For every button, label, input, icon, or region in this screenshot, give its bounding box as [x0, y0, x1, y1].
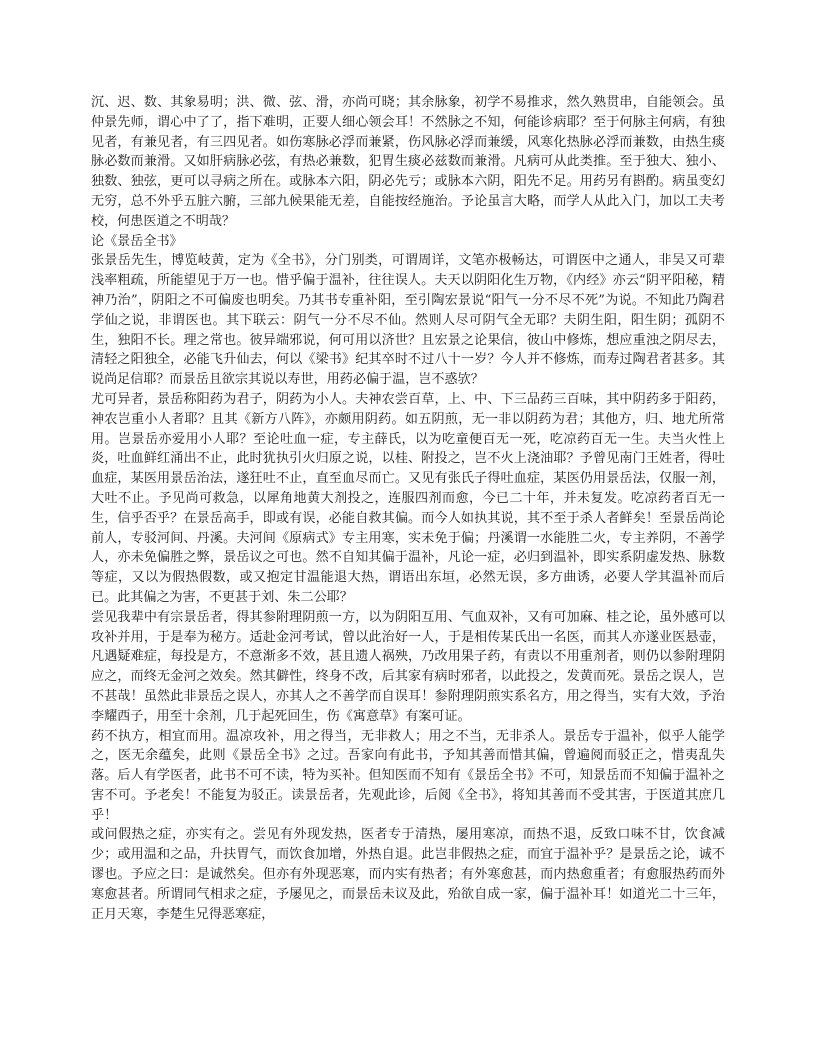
section-heading-jingyue: 论《景岳全书》	[91, 233, 183, 249]
paragraph-pulse-theory: 沉、迟、数、其象易明；洪、微、弦、滑，亦尚可晓；其余脉象，初学不易推求，然久熟贯串，自能领会。虽仲景先师，谓心中了了，指下难明，正要人细心领会耳！不然脉之不知，何能诊病耶？至于何脉主何病，有独见者，有兼见者，有三四见者。如伤寒脉必浮而兼紧，伤风脉必浮而兼缓，风寒化热脉必浮而兼数，由热生痰脉必数而兼滑。又如肝病脉必弦，有热必兼数，犯胃生痰必兹数而兼滑。凡病可从此类推。至于独大、独小、独数、独弦，更可以寻病之所在。或脉本六阳，阴必先亏；或脉本六阴，阳先不足。用药另有斟酌。病虽变幻无穷，总不外乎五脏六腑，三部九候果能无差，自能按经施治。予论虽言大略，而学人从此入门，加以工夫考校，何患医道之不明哉？	[91, 95, 725, 229]
paragraph-jingyue-intro: 张景岳先生，博览岐黄，定为《全书》，分门别类，可谓周详，文笔亦极畅达，可谓医中之通人，非吴又可辈浅率粗疏，所能望见于万一也。惜乎偏于温补，往往误人。夫天以阴阳化生万物，《内经》亦云“阴平阳秘，精神乃治”，阴阳之不可偏废也明矣。乃其书专重补阳，至引陶宏景说“阳气一分不尽不死”为说。不知此乃陶君学仙之说，非谓医也。其下联云：阴气一分不尽不仙。然则人尽可阴气全无耶？夫阴生阳，阳生阴；孤阴不生，独阳不长。理之常也。彼异端邪说，何可用以济世？且宏景之论果信，彼山中修炼，想应重浊之阴尽去，清轻之阳独全，必能飞升仙去，何以《梁书》纪其卒时不过八十一岁？今人并不修炼，而寿过陶君者甚多。其说尚足信耶？而景岳且欲宗其说以寿世，用药必偏于温，岂不惑欤？	[91, 253, 725, 388]
paragraph-yang-yin-drugs: 尤可异者，景岳称阳药为君子，阴药为小人。夫神农尝百草，上、中、下三品药三百味，其中阴药多于阳药，神农岂重小人者耶？且其《新方八阵》，亦颇用阴药。如五阴煎，无一非以阴药为君；其他方，归、地尤所常用。岂景岳亦爱用小人耶？至论吐血一症，专主薛氏，以为吃童便百无一死，吃凉药百无一生。夫当火性上炎，吐血鲜红涌出不止，此时犹执引火归原之说，以桂、附投之，岂不火上浇油耶？予曾见南门王姓者，得吐血症，某医用景岳治法，遂狂吐不止，直至血尽而亡。又见有张氏子得吐血症，某医仍用景岳法，仅服一剂，大吐不止。予见尚可救急，以犀角地黄大剂投之，连服四剂而愈，今已二十年，并未复发。吃凉药者百无一生，信乎否乎？在景岳高手，即或有误，必能自救其偏。而今人如执其说，其不至于杀人者鲜矣！至景岳尚论前人，专驳河间、丹溪。夫河间《原病式》专主用寒，实未免于偏；丹溪谓一水能胜二火，专主养阴，不善学人，亦未免偏胜之弊，景岳议之可也。然不自知其偏于温补，凡论一症，必归到温补，即实系阴虚发热、脉数等症，又以为假热假数，或又抱定甘温能退大热，谓语出东垣，必然无误，多方曲诱，必要人学其温补而后已。此其偏之为害，不更甚于刘、朱二公耶？	[91, 391, 725, 605]
paragraph-false-heat: 或问假热之症，亦实有之。尝见有外现发热，医者专于清热，屡用寒凉，而热不退，反致口味不甘，饮食减少；或用温和之品，升扶胃气，而饮食加增，外热自退。此岂非假热之症，而宜于温补乎？是景岳之论，诚不谬也。予应之曰：是诚然矣。但亦有外现恶寒，而内实有热者；有外寒愈甚，而内热愈重者；有愈服热药而外寒愈甚者。所谓同气相求之症，予屡见之，而景岳未议及此，殆欲自成一家，偏于温补耳！如道光二十三年，正月天寒，李楚生兄得恶寒症，	[91, 827, 725, 922]
paragraph-drug-usage: 药不执方，相宜而用。温凉攻补，用之得当，无非救人；用之不当，无非杀人。景岳专于温补，似乎人能学之，医无余蕴矣，此则《景岳全书》之过。吾家向有此书，予知其善而惜其偏，曾遍阅而驳正之，惜夷乱失落。后人有学医者，此书不可不读，特为买补。但知医而不知有《景岳全书》不可，知景岳而不知偏于温补之害不可。予老矣！不能复为驳正。读景岳者，先观此诊，后阅《全书》，将知其善而不受其害，于医道其庶几乎！	[91, 728, 725, 823]
paragraph-shenfu-liyin: 尝见我辈中有宗景岳者，得其参附理阴煎一方，以为阴阳互用、气血双补，又有可加麻、桂之论，虽外感可以攻补并用，于是奉为秘方。适赴金河考试，曾以此治好一人，于是相传某氏出一名医，而其人亦遂业医悬壶，凡遇疑难症，每投是方，不意渐多不效，甚且遗人祸殃，乃改用果子药，有责以不用重剂者，则仍以参附理阴应之，而终无金河之效矣。然其僻性，终身不改，后其家有病时邪者，以此投之，发黄而死。景岳之误人，岂不甚哉！虽然此非景岳之误人，亦其人之不善学而自误耳！参附理阴煎实系名方，用之得当，实有大效，予治李耀西子，用至十余剂，几于起死回生，伤《寓意草》有案可证。	[91, 609, 725, 724]
